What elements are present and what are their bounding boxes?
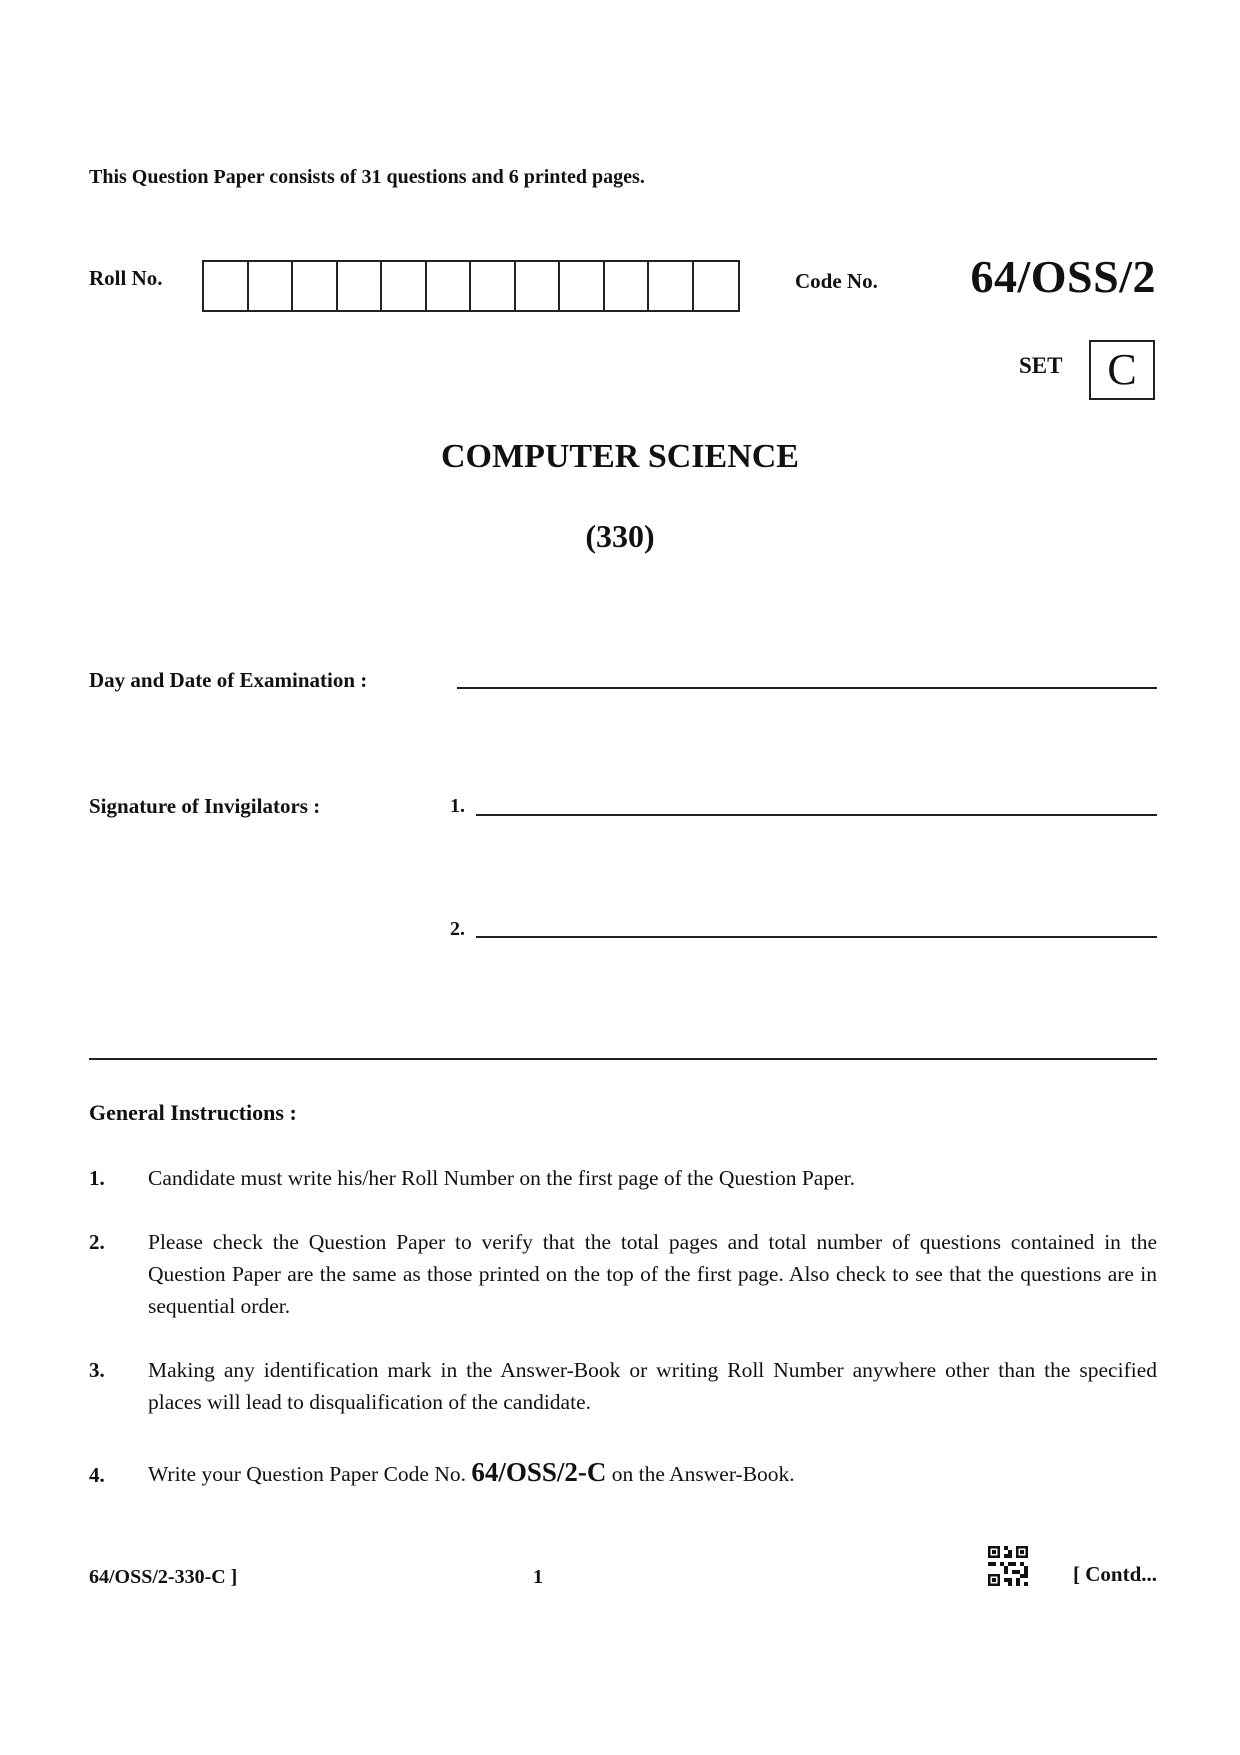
footer-paper-code: 64/OSS/2-330-C ] xyxy=(89,1566,238,1588)
invigilator-2-number: 2. xyxy=(450,918,465,940)
set-value-box: C xyxy=(1089,340,1155,400)
code-number-value: 64/OSS/2 xyxy=(970,251,1156,302)
paper-title: COMPUTER SCIENCE xyxy=(441,438,799,475)
instruction-4-number: 4. xyxy=(89,1463,105,1487)
code-number-label: Code No. xyxy=(795,269,878,293)
instruction-1-number: 1. xyxy=(89,1166,105,1190)
roll-number-cell[interactable] xyxy=(605,262,650,310)
roll-number-cell[interactable] xyxy=(427,262,472,310)
roll-number-cell[interactable] xyxy=(249,262,294,310)
roll-number-cell[interactable] xyxy=(338,262,383,310)
roll-number-cell[interactable] xyxy=(293,262,338,310)
instruction-3-number: 3. xyxy=(89,1358,105,1382)
invigilator-1-number: 1. xyxy=(450,795,465,817)
invigilator-2-signature-line[interactable] xyxy=(476,936,1157,938)
answer-book-code: 64/OSS/2-C xyxy=(471,1457,607,1487)
roll-number-cell[interactable] xyxy=(694,262,739,310)
roll-number-cell[interactable] xyxy=(560,262,605,310)
roll-number-cell[interactable] xyxy=(516,262,561,310)
subject-code: (330) xyxy=(585,518,655,554)
instruction-4-text-before: Write your Question Paper Code No. xyxy=(148,1462,466,1486)
exam-date-line[interactable] xyxy=(457,687,1157,689)
footer-page-number: 1 xyxy=(533,1566,543,1588)
roll-number-cell[interactable] xyxy=(382,262,427,310)
instruction-3-text: Making any identification mark in the Answer-Book or writing Roll Number anywhere other than the specified places will lead to disqualification of the candidate. xyxy=(148,1358,1157,1414)
instruction-2-text: Please check the Question Paper to verify that the total pages and total number of questions contained in the Question Paper are the same as those printed on the top of the first page. Also check to see that the questions are in sequential order. xyxy=(148,1230,1157,1318)
instruction-4-text-after: on the Answer-Book. xyxy=(611,1462,795,1486)
roll-number-label: Roll No. xyxy=(89,266,163,290)
instruction-2-number: 2. xyxy=(89,1230,105,1254)
qr-code-icon xyxy=(988,1546,1028,1586)
exam-date-label: Day and Date of Examination : xyxy=(89,668,368,692)
roll-number-cell[interactable] xyxy=(471,262,516,310)
roll-number-boxes[interactable] xyxy=(202,260,740,312)
invigilator-1-signature-line[interactable] xyxy=(476,814,1157,816)
instruction-4-text xyxy=(148,1456,1157,1490)
instruction-1-text: Candidate must write his/her Roll Number on the first page of the Question Paper. xyxy=(148,1166,855,1190)
paper-summary-note: This Question Paper consists of 31 questions and 6 printed pages. xyxy=(89,166,645,188)
invigilators-label: Signature of Invigilators : xyxy=(89,794,321,818)
set-label: SET xyxy=(1019,353,1063,378)
roll-number-cell[interactable] xyxy=(649,262,694,310)
section-divider xyxy=(89,1058,1157,1060)
general-instructions-heading: General Instructions : xyxy=(89,1100,297,1125)
continued-marker: [ Contd... xyxy=(1072,1562,1157,1586)
roll-number-cell[interactable] xyxy=(204,262,249,310)
